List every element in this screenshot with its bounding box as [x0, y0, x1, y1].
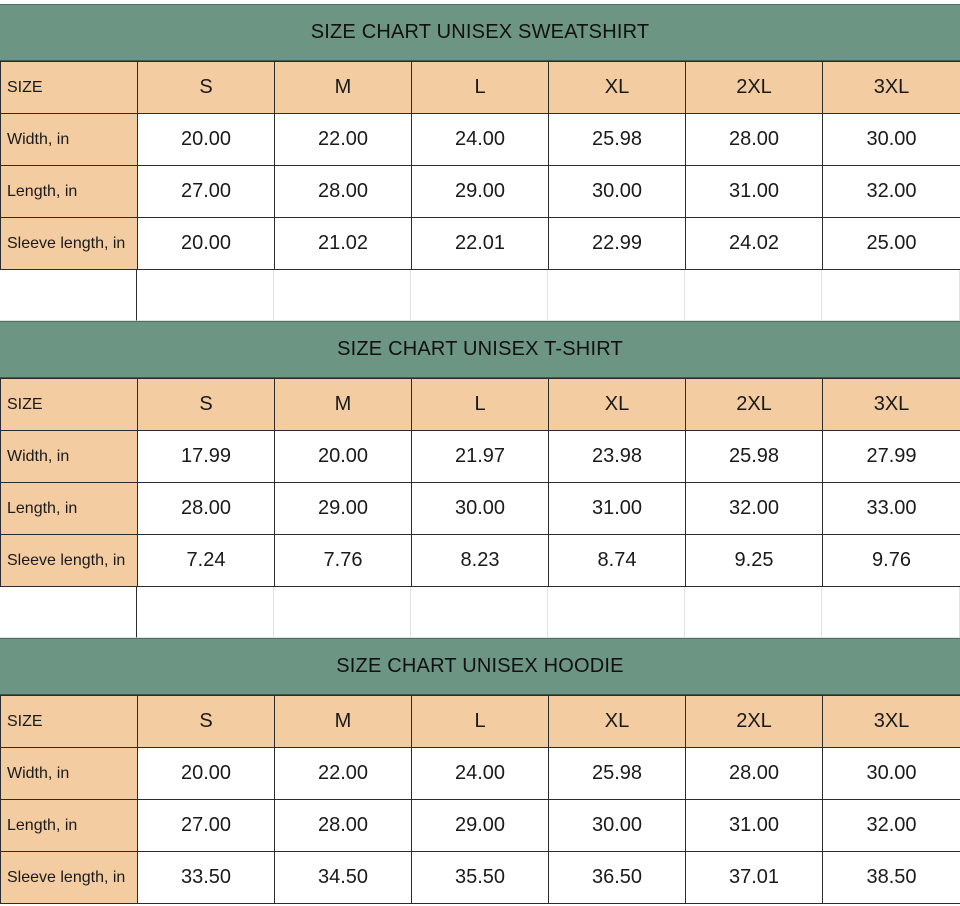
row-label: Sleeve length, in — [1, 218, 138, 270]
row-label: Length, in — [1, 483, 138, 535]
size-l: L — [412, 62, 549, 114]
table-cell: 33.00 — [823, 483, 960, 535]
table-cell: 20.00 — [275, 431, 412, 483]
size-xl: XL — [549, 379, 686, 431]
table-cell: 31.00 — [549, 483, 686, 535]
table-cell: 7.76 — [275, 535, 412, 587]
table-cell: 29.00 — [275, 483, 412, 535]
table-cell: 29.00 — [412, 166, 549, 218]
size-header-label: SIZE — [1, 379, 138, 431]
table-cell: 20.00 — [138, 114, 275, 166]
size-2xl: 2XL — [686, 62, 823, 114]
size-3xl: 3XL — [823, 379, 960, 431]
table-cell: 30.00 — [412, 483, 549, 535]
table-cell: 23.98 — [549, 431, 686, 483]
size-3xl: 3XL — [823, 696, 960, 748]
table-cell: 25.98 — [549, 114, 686, 166]
table-cell: 8.23 — [412, 535, 549, 587]
table-cell: 35.50 — [412, 852, 549, 904]
table-row-sleeve — [1, 852, 960, 904]
size-table — [0, 378, 960, 587]
row-label: Sleeve length, in — [1, 535, 138, 587]
chart-title: SIZE CHART UNISEX SWEATSHIRT — [0, 4, 960, 61]
table-cell: 21.97 — [412, 431, 549, 483]
table-cell: 32.00 — [823, 166, 960, 218]
size-m: M — [275, 62, 412, 114]
table-cell: 27.99 — [823, 431, 960, 483]
table-cell: 9.25 — [686, 535, 823, 587]
table-cell: 25.98 — [549, 748, 686, 800]
size-2xl: 2XL — [686, 379, 823, 431]
table-cell: 24.02 — [686, 218, 823, 270]
size-xl: XL — [549, 62, 686, 114]
size-s: S — [138, 62, 275, 114]
chart-title: SIZE CHART UNISEX HOODIE — [0, 638, 960, 695]
table-cell: 20.00 — [138, 218, 275, 270]
size-m: M — [275, 696, 412, 748]
row-label: Length, in — [1, 800, 138, 852]
size-3xl: 3XL — [823, 62, 960, 114]
table-cell: 21.02 — [275, 218, 412, 270]
table-row-length — [1, 483, 960, 535]
row-label: Width, in — [1, 114, 138, 166]
tshirt-size-chart — [0, 321, 960, 587]
size-header-row — [1, 696, 960, 748]
table-row-sleeve — [1, 535, 960, 587]
table-cell: 34.50 — [275, 852, 412, 904]
empty-spacer-row — [0, 587, 960, 638]
table-cell: 30.00 — [549, 166, 686, 218]
row-label: Sleeve length, in — [1, 852, 138, 904]
size-s: S — [138, 379, 275, 431]
table-cell: 28.00 — [275, 166, 412, 218]
table-cell: 24.00 — [412, 114, 549, 166]
size-header-label: SIZE — [1, 696, 138, 748]
row-label: Width, in — [1, 431, 138, 483]
table-cell: 30.00 — [549, 800, 686, 852]
table-cell: 28.00 — [686, 114, 823, 166]
table-cell: 32.00 — [686, 483, 823, 535]
size-xl: XL — [549, 696, 686, 748]
table-cell: 22.00 — [275, 748, 412, 800]
table-row-length — [1, 166, 960, 218]
table-cell: 33.50 — [138, 852, 275, 904]
table-cell: 37.01 — [686, 852, 823, 904]
size-m: M — [275, 379, 412, 431]
table-cell: 24.00 — [412, 748, 549, 800]
table-cell: 20.00 — [138, 748, 275, 800]
size-header-row — [1, 379, 960, 431]
size-header-label: SIZE — [1, 62, 138, 114]
table-cell: 28.00 — [275, 800, 412, 852]
table-cell: 27.00 — [138, 166, 275, 218]
table-cell: 36.50 — [549, 852, 686, 904]
table-cell: 25.00 — [823, 218, 960, 270]
table-cell: 9.76 — [823, 535, 960, 587]
table-row-width — [1, 748, 960, 800]
table-cell: 28.00 — [686, 748, 823, 800]
sweatshirt-size-chart — [0, 4, 960, 270]
size-2xl: 2XL — [686, 696, 823, 748]
table-cell: 29.00 — [412, 800, 549, 852]
hoodie-size-chart — [0, 638, 960, 904]
size-table — [0, 61, 960, 270]
table-row-length — [1, 800, 960, 852]
table-cell: 30.00 — [823, 114, 960, 166]
row-label: Length, in — [1, 166, 138, 218]
table-row-width — [1, 431, 960, 483]
table-cell: 22.99 — [549, 218, 686, 270]
chart-title: SIZE CHART UNISEX T-SHIRT — [0, 321, 960, 378]
table-cell: 38.50 — [823, 852, 960, 904]
size-l: L — [412, 696, 549, 748]
table-row-sleeve — [1, 218, 960, 270]
size-header-row — [1, 62, 960, 114]
table-cell: 22.01 — [412, 218, 549, 270]
table-cell: 7.24 — [138, 535, 275, 587]
table-cell: 30.00 — [823, 748, 960, 800]
table-cell: 25.98 — [686, 431, 823, 483]
table-cell: 27.00 — [138, 800, 275, 852]
table-cell: 31.00 — [686, 166, 823, 218]
table-row-width — [1, 114, 960, 166]
table-cell: 22.00 — [275, 114, 412, 166]
empty-spacer-row — [0, 270, 960, 321]
size-l: L — [412, 379, 549, 431]
size-s: S — [138, 696, 275, 748]
table-cell: 32.00 — [823, 800, 960, 852]
table-cell: 28.00 — [138, 483, 275, 535]
table-cell: 17.99 — [138, 431, 275, 483]
table-cell: 31.00 — [686, 800, 823, 852]
row-label: Width, in — [1, 748, 138, 800]
table-cell: 8.74 — [549, 535, 686, 587]
size-table — [0, 695, 960, 904]
